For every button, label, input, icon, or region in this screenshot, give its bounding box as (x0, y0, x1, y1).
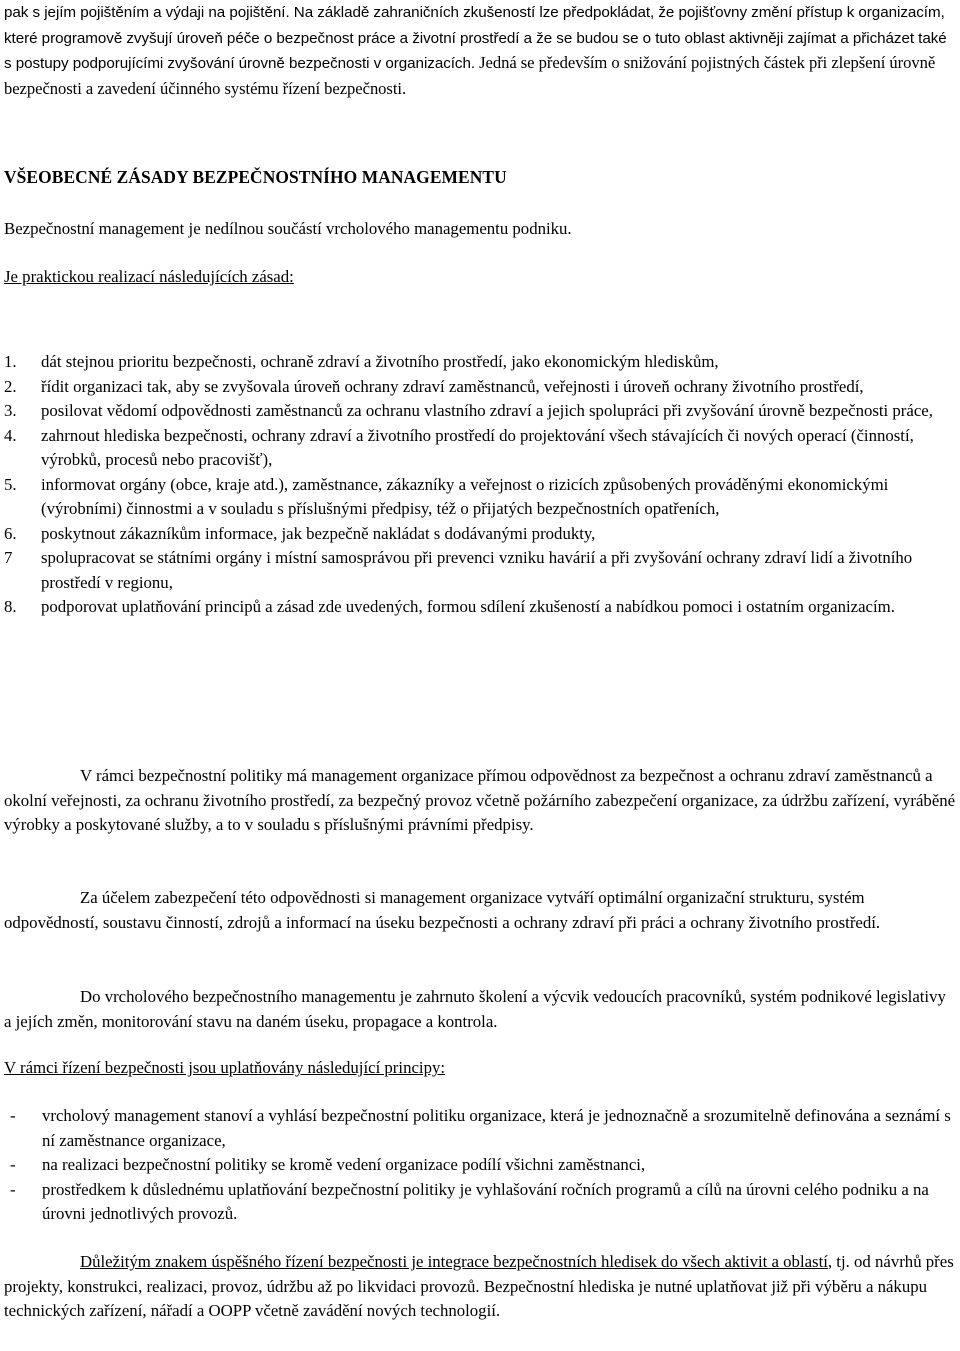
list-item (4, 595, 956, 620)
list-number: 6. (4, 523, 17, 543)
list-item (4, 546, 956, 595)
list-number: 8. (4, 597, 17, 616)
intro-text-c: Jedná se především o snižování pojistných částek při zlepšení úrovně bezpečnosti a zavedení účinného systému řízení bezpečnosti. (4, 53, 936, 98)
list-item (4, 1178, 956, 1227)
paragraph-integration (4, 1250, 956, 1324)
principles-title: Je praktickou realizací následujících zásad: (4, 267, 294, 286)
paragraph-training: Do vrcholového bezpečnostního managementu je zahrnuto školení a výcvik vedoucích pracovníků, systém podnikové legislativy a jejích změn, monitorování stavu na daném úseku, propagace a kontrola. (4, 987, 946, 1031)
intro-paragraph (4, 0, 956, 101)
list-item (4, 375, 956, 400)
list-item (4, 522, 956, 547)
list-dash: - (10, 1179, 16, 1199)
list-dash: - (10, 1106, 16, 1125)
list-item (4, 399, 956, 424)
list-text: informovat orgány (obce, kraje atd.), zaměstnance, zákazníky a veřejnost o rizicích způsobených prováděnými ekonomickými (výrobními) činnostmi a v souladu s příslušnými předpisy, též o přijatých bezpečnostních opatřeních, (41, 474, 889, 518)
paragraph-policy: V rámci bezpečnostní politiky má management organizace přímou odpovědnost za bezpečnost a ochranu zdraví zaměstnanců a okolní veřejnosti, za ochranu životního prostředí, za bezpečný provoz včetně požárního zabezpečení organizace, za údržbu zařízení, vyráběné výrobky a poskytované služby, a to v souladu s příslušnými právními předpisy. (4, 766, 956, 834)
principles-list (4, 350, 956, 620)
document-page (4, 0, 956, 1320)
list-text: podporovat uplatňování principů a zásad zde uvedených, formou sdílení zkušeností a nabídkou pomoci i ostatním organizacím. (41, 597, 895, 616)
list-text: prostředkem k důslednému uplatňování bezpečnostní politiky je vyhlašování ročních programů a cílů na úrovni celého podniku a na úrovni jednotlivých provozů. (42, 1179, 929, 1223)
list-item (4, 1153, 956, 1178)
list-number: 5. (4, 474, 17, 494)
list-number: 7 (4, 548, 13, 567)
rules-title: V rámci řízení bezpečnosti jsou uplatňovány následující principy: (4, 1058, 446, 1077)
list-item (4, 473, 956, 522)
list-text: dát stejnou prioritu bezpečnosti, ochraně zdraví a životního prostředí, jako ekonomickým hlediskům, (41, 352, 719, 371)
list-number: 3. (4, 401, 17, 420)
list-text: vrcholový management stanoví a vyhlásí bezpečnostní politiku organizace, která je jednoznačně a srozumitelně definována a seznámí s ní zaměstnance organizace, (42, 1106, 951, 1150)
integration-text: , tj. od návrhů přes projekty, konstrukci, realizaci, provoz, údržbu až po likvidaci provozů. Bezpečnostní hlediska je nutné uplatňovat již při výběru a nákupu technických zařízení, nářadí a OOPP včetně zavádění nových technologií. (4, 1252, 954, 1320)
intro-text-b: Na základě zahraničních zkušeností lze předpokládat, že pojišťovny změní přístup k organizacím, které programově zvyšují úroveň péče o bezpečnost práce a životní prostředí a že se budou se o tuto oblast aktivněji zajímat a přicházet také s postupy podporujícími zvyšování úrovně bezpečnosti v organizacích. (4, 4, 947, 72)
list-number: 4. (4, 425, 17, 445)
list-item (4, 424, 956, 473)
list-text: poskytnout zákazníkům informace, jak bezpečně nakládat s dodávanými produkty, (41, 523, 596, 543)
list-text: zahrnout hlediska bezpečnosti, ochrany zdraví a životního prostředí do projektování všech stávajících či nových operací (činností, výrobků, procesů nebo pracovišť), (41, 425, 914, 469)
rules-list (4, 1104, 956, 1227)
list-text: spolupracovat se státními orgány i místní samosprávou při prevenci vzniku havárií a při zvyšování ochrany zdraví lidí a životního prostředí v regionu, (41, 548, 913, 592)
list-number: 1. (4, 352, 17, 371)
paragraph-structure: Za účelem zabezpečení této odpovědnosti si management organizace vytváří optimální organizační strukturu, systém odpovědností, soustavu činností, zdrojů a informací na úseku bezpečnosti a ochrany zdraví při práci a ochrany životního prostředí. (4, 888, 881, 932)
list-text: posilovat vědomí odpovědnosti zaměstnanců za ochranu vlastního zdraví a jejich spolupráci při zvyšování úrovně bezpečnosti práce, (41, 401, 933, 420)
list-text: na realizaci bezpečnostní politiky se kromě vedení organizace podílí všichni zaměstnanci, (42, 1155, 646, 1174)
list-dash: - (10, 1155, 16, 1174)
list-item (4, 1104, 956, 1153)
list-number: 2. (4, 376, 17, 396)
list-item (4, 350, 956, 375)
intro-text-a: pak s jejím pojištěním a výdaji na pojištění. (4, 4, 290, 21)
management-statement: Bezpečnostní management je nedílnou součástí vrcholového managementu podniku. (4, 219, 572, 238)
list-text: řídit organizaci tak, aby se zvyšovala úroveň ochrany zdraví zaměstnanců, veřejnosti i úroveň ochrany životního prostředí, (41, 376, 864, 396)
integration-emphasis: Důležitým znakem úspěšného řízení bezpečnosti je integrace bezpečnostních hledisek do všech aktivit a oblastí (80, 1252, 828, 1271)
section-heading: VŠEOBECNÉ ZÁSADY BEZPEČNOSTNÍHO MANAGEMENTU (4, 167, 507, 187)
